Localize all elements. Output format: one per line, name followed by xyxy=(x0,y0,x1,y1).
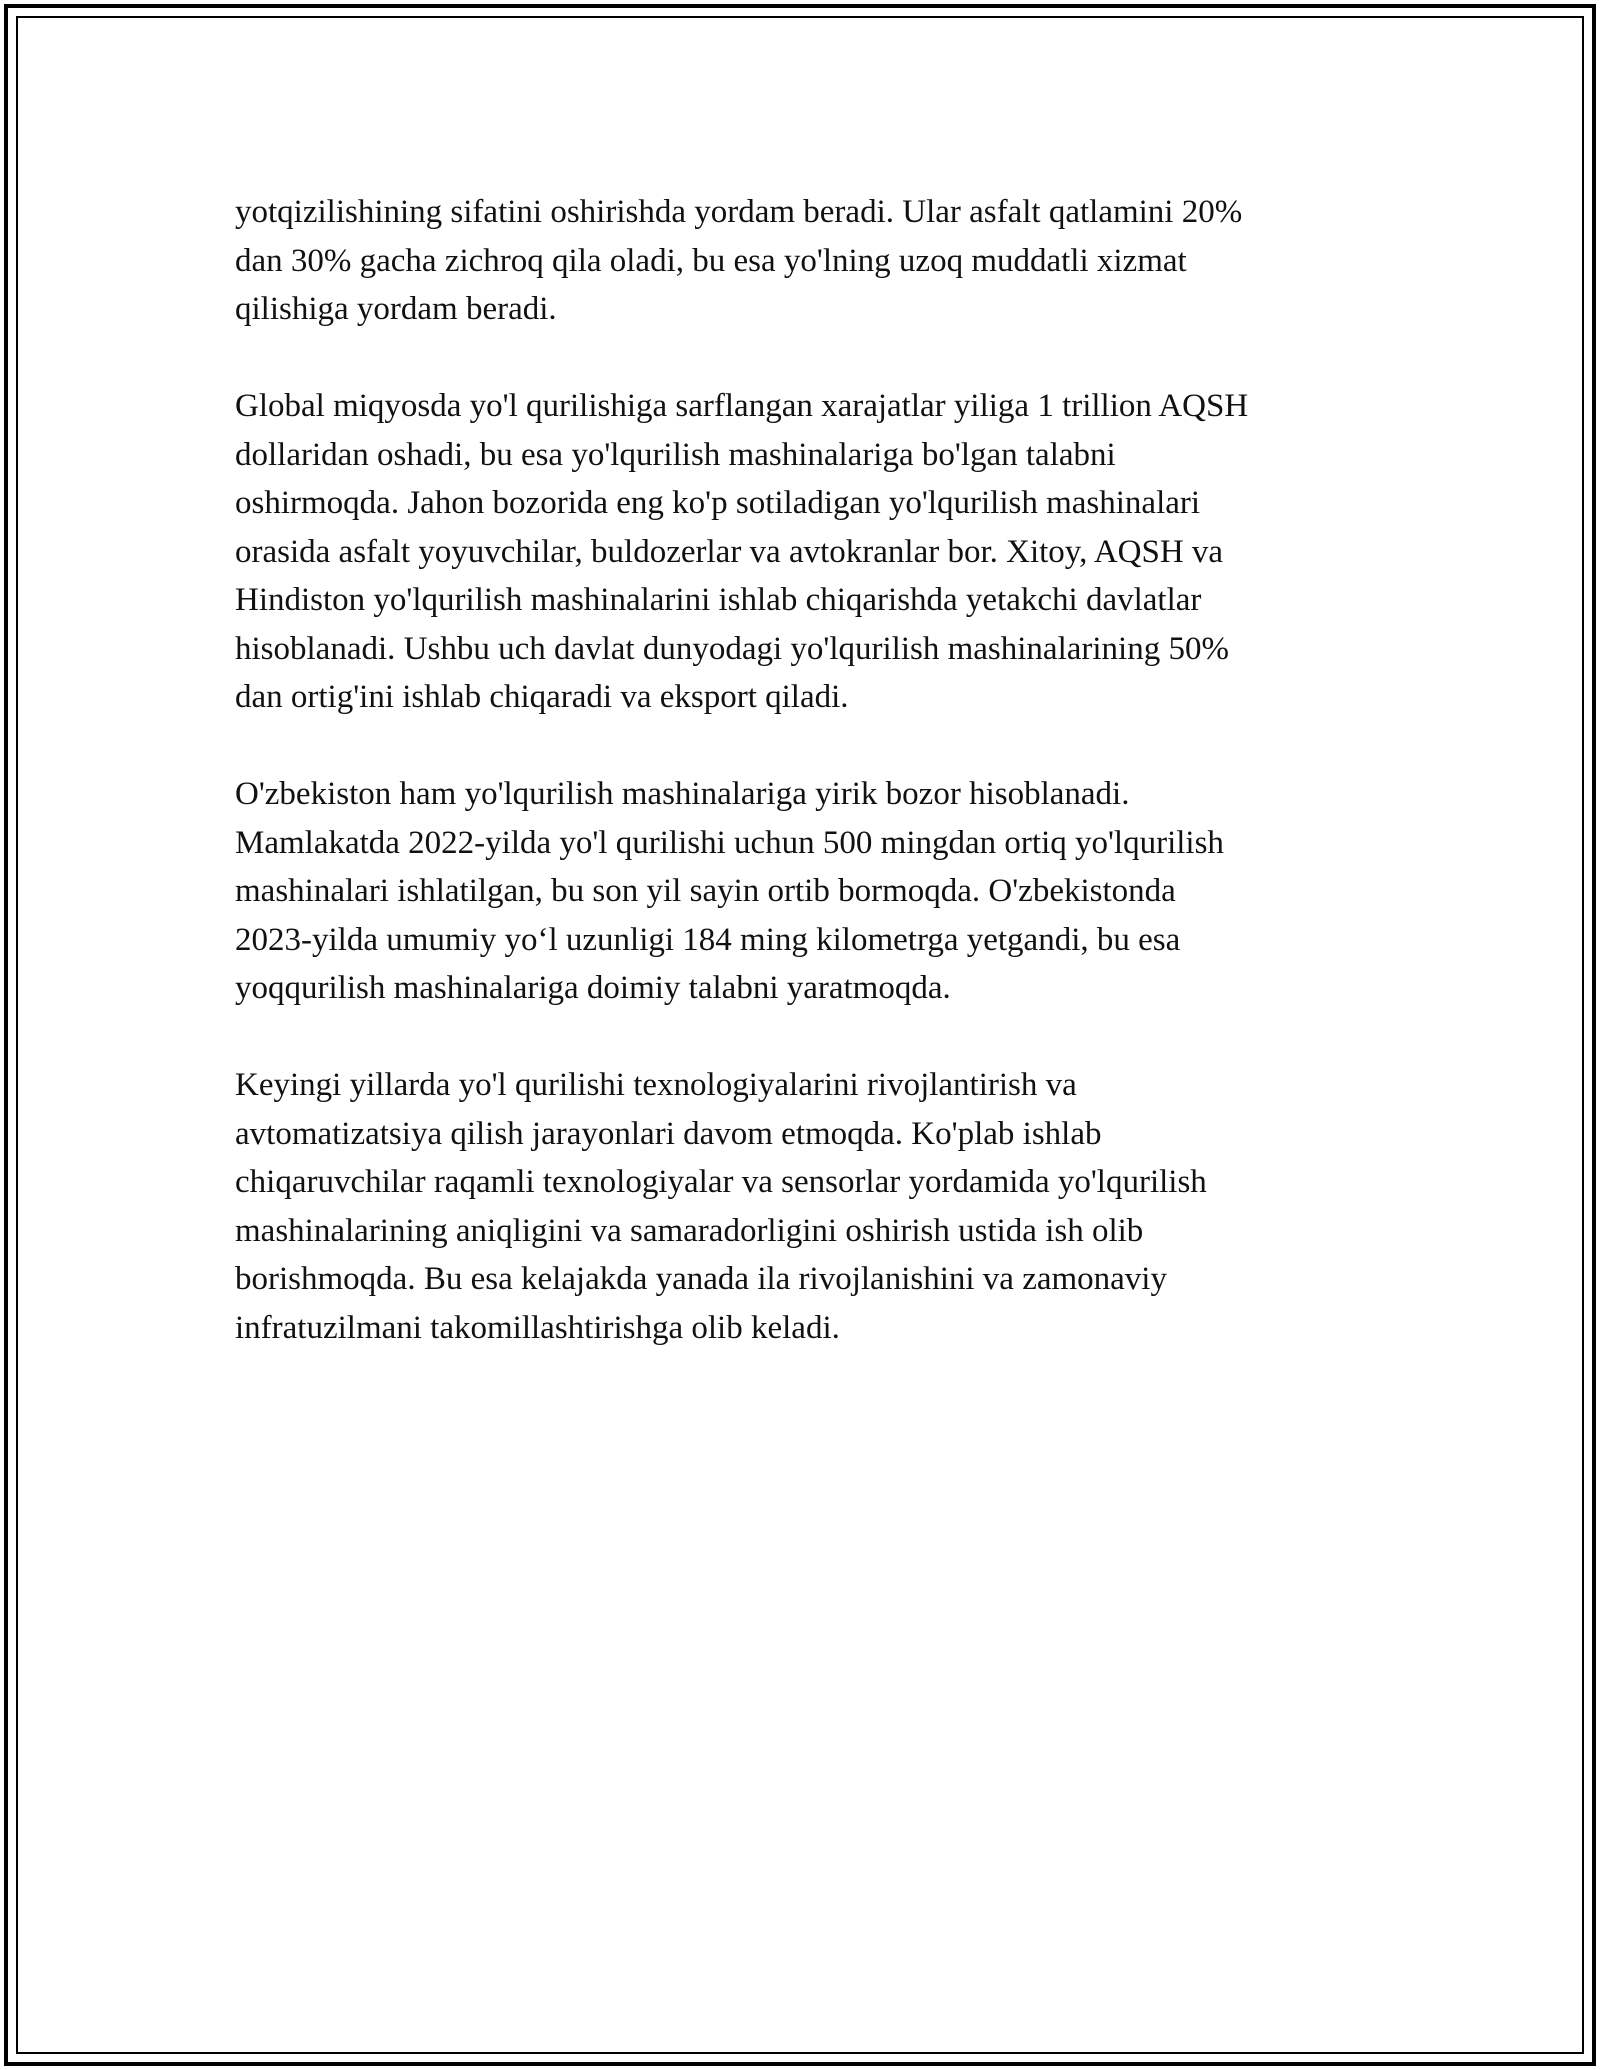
paragraph-1: yotqizilishining sifatini oshirishda yordam beradi. Ular asfalt qatlamini 20% dan 30% gacha zichroq qila oladi, bu esa yo'lning uzoq muddatli xizmat qilishiga yordam beradi. xyxy=(235,194,1243,327)
paragraph-2: Global miqyosda yo'l qurilishiga sarflangan xarajatlar yiliga 1 trillion AQSH dollaridan oshadi, bu esa yo'lqurilish mashinalariga bo'lgan talabni oshirmoqda. Jahon bozorida eng ko'p sotiladigan yo'lqurilish mashinalari orasida asfalt yoyuvchilar, buldozerlar va avtokranlar bor. Xitoy, AQSH va Hindiston yo'lqurilish mashinalarini ishlab chiqarishda yetakchi davlatlar hisoblanadi. Ushbu uch davlat dunyodagi yo'lqurilish mashinalarining 50% dan ortig'ini ishlab chiqaradi va eksport qiladi. xyxy=(235,388,1249,715)
document-body xyxy=(235,188,1365,1401)
paragraph-4: Keyingi yillarda yo'l qurilishi texnologiyalarini rivojlantirish va avtomatizatsiya qilish jarayonlari davom etmoqda. Ko'plab ishlab chiqaruvchilar raqamli texnologiyalar va sensorlar yordamida yo'lqurilish mashinalarining aniqligini va samaradorligini oshirish ustida ish olib borishmoqda. Bu esa kelajakda yanada ila rivojlanishini va zamonaviy infratuzilmani takomillashtirishga olib keladi. xyxy=(235,1067,1207,1346)
paragraph-3: O'zbekiston ham yo'lqurilish mashinalariga yirik bozor hisoblanadi. Mamlakatda 2022-yilda yo'l qurilishi uchun 500 mingdan ortiq yo'lqurilish mashinalari ishlatilgan, bu son yil sayin ortib bormoqda. O'zbekistonda 2023-yilda umumiy yo‘l uzunligi 184 ming kilometrga yetgandi, bu esa yoqqurilish mashinalariga doimiy talabni yaratmoqda. xyxy=(235,776,1224,1006)
